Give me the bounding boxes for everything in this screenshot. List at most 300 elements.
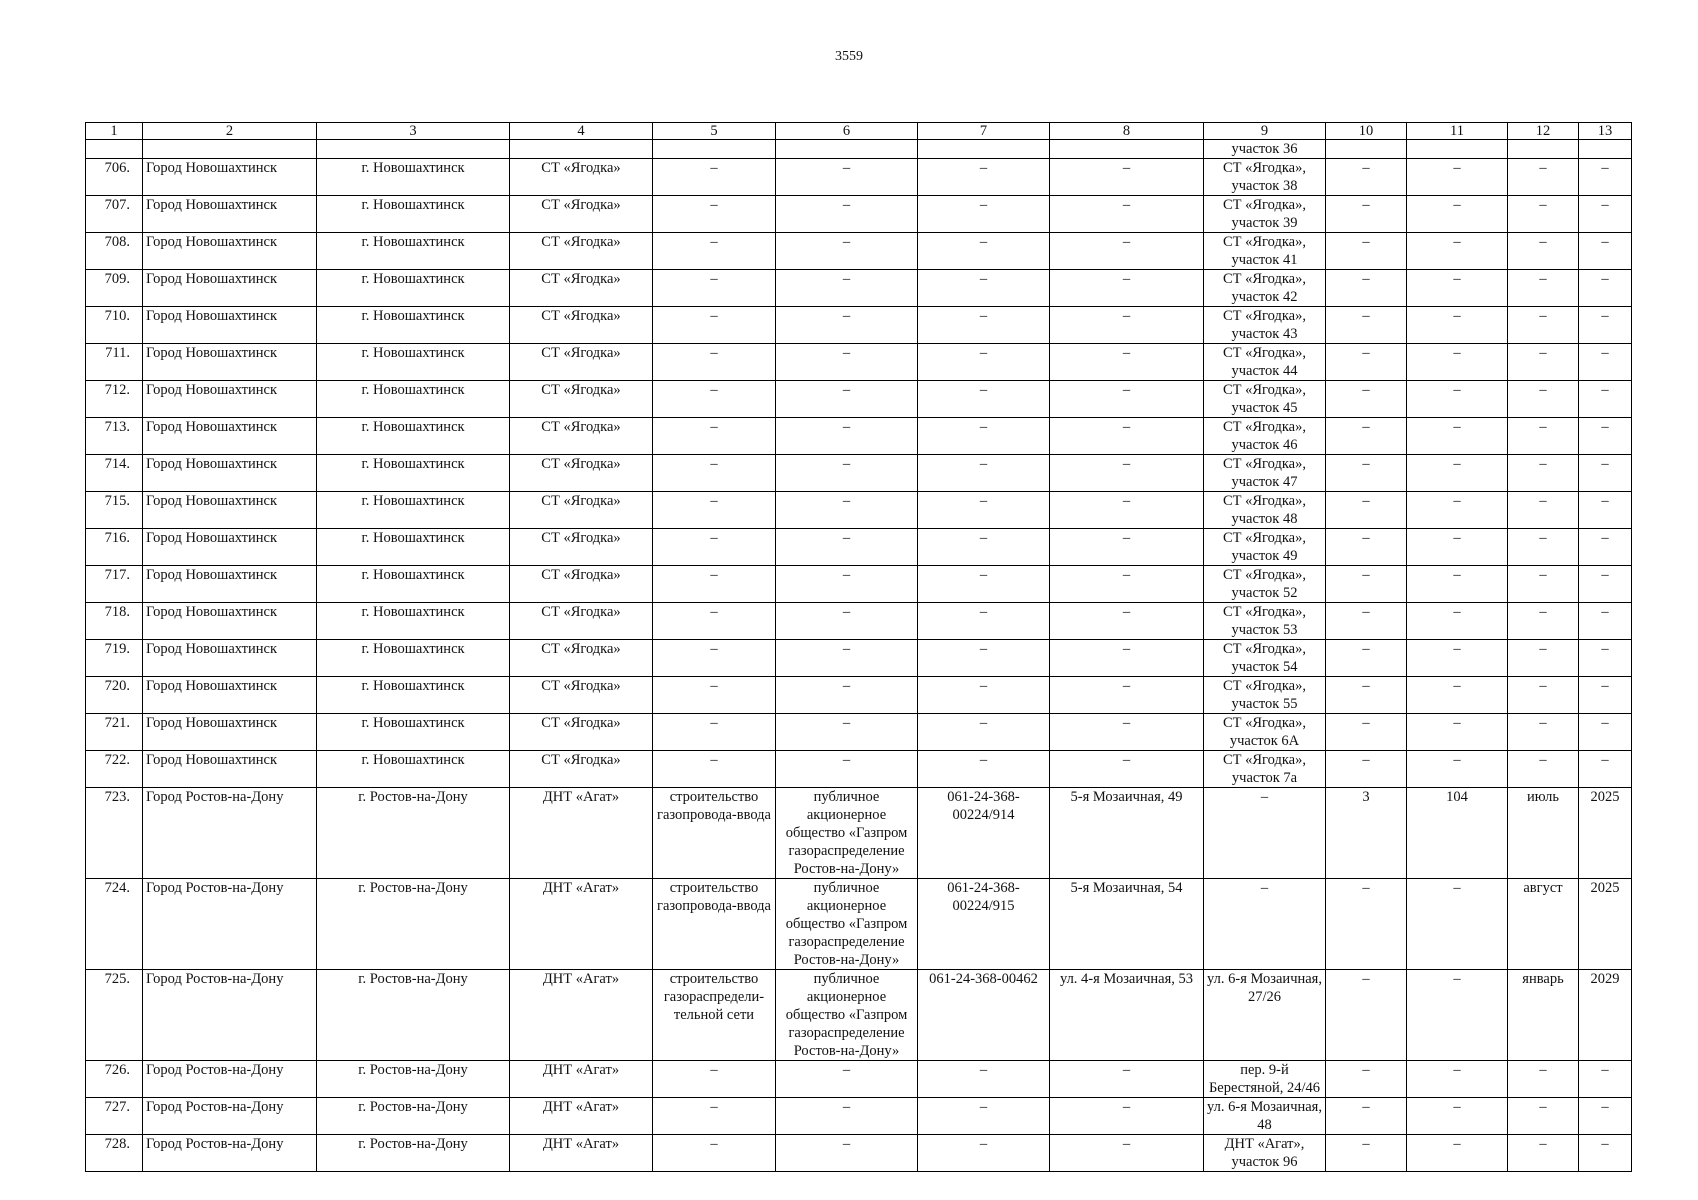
table-row <box>86 788 1632 879</box>
year-cell: 2029 <box>1579 970 1632 1061</box>
year-cell: – <box>1579 640 1632 677</box>
municipality-cell: Город Новошахтинск <box>143 529 317 566</box>
value-10-cell: – <box>1326 270 1407 307</box>
association-cell: ДНТ «Агат» <box>510 1098 653 1135</box>
row-number-cell: 709. <box>86 270 143 307</box>
location-cell: СТ «Ягодка», участок 6А <box>1204 714 1326 751</box>
contract-number-cell: – <box>918 492 1050 529</box>
municipality-cell: Город Новошахтинск <box>143 640 317 677</box>
value-11-cell: – <box>1407 566 1508 603</box>
value-11-cell: – <box>1407 381 1508 418</box>
association-cell: СТ «Ягодка» <box>510 714 653 751</box>
contract-number-cell: – <box>918 1061 1050 1098</box>
organization-cell: – <box>776 529 918 566</box>
month-cell: – <box>1508 418 1579 455</box>
table-row <box>86 1061 1632 1098</box>
month-cell: – <box>1508 1098 1579 1135</box>
year-cell: – <box>1579 344 1632 381</box>
value-11-cell: – <box>1407 196 1508 233</box>
address-cell: – <box>1050 492 1204 529</box>
location-cell: СТ «Ягодка», участок 53 <box>1204 603 1326 640</box>
table-row <box>86 970 1632 1061</box>
settlement-cell: г. Новошахтинск <box>317 714 510 751</box>
organization-cell: – <box>776 677 918 714</box>
organization-cell: публичное акционерное общество «Газпром газораспределение Ростов-на-Дону» <box>776 788 918 879</box>
settlement-cell: г. Ростов-на-Дону <box>317 1061 510 1098</box>
value-10-cell: – <box>1326 1098 1407 1135</box>
value-10-cell: – <box>1326 714 1407 751</box>
year-cell: – <box>1579 751 1632 788</box>
month-cell: январь <box>1508 970 1579 1061</box>
header-cell: 10 <box>1326 123 1407 140</box>
address-cell: – <box>1050 640 1204 677</box>
contract-number-cell: – <box>918 714 1050 751</box>
year-cell: – <box>1579 196 1632 233</box>
table-row <box>86 1098 1632 1135</box>
row-number-cell: 728. <box>86 1135 143 1172</box>
year-cell: 2025 <box>1579 788 1632 879</box>
value-11-cell: – <box>1407 1098 1508 1135</box>
month-cell: – <box>1508 1061 1579 1098</box>
value-10-cell: – <box>1326 492 1407 529</box>
location-cell: ДНТ «Агат», участок 96 <box>1204 1135 1326 1172</box>
association-cell: СТ «Ягодка» <box>510 381 653 418</box>
settlement-cell: г. Новошахтинск <box>317 677 510 714</box>
row-number-cell: 724. <box>86 879 143 970</box>
year-cell: – <box>1579 381 1632 418</box>
address-cell: 5-я Мозаичная, 49 <box>1050 788 1204 879</box>
contract-number-cell: – <box>918 159 1050 196</box>
month-cell: – <box>1508 603 1579 640</box>
municipality-cell: Город Новошахтинск <box>143 751 317 788</box>
contract-number-cell: – <box>918 677 1050 714</box>
month-cell: – <box>1508 677 1579 714</box>
location-cell: СТ «Ягодка», участок 43 <box>1204 307 1326 344</box>
location-cell: СТ «Ягодка», участок 45 <box>1204 381 1326 418</box>
work-type-cell: – <box>653 1135 776 1172</box>
work-type-cell: – <box>653 566 776 603</box>
row-number-cell: 720. <box>86 677 143 714</box>
contract-number-cell: – <box>918 640 1050 677</box>
contract-number-cell: – <box>918 751 1050 788</box>
municipality-cell: Город Ростов-на-Дону <box>143 1098 317 1135</box>
work-type-cell: – <box>653 381 776 418</box>
value-11-cell: – <box>1407 1061 1508 1098</box>
value-10-cell: – <box>1326 879 1407 970</box>
continuation-cell <box>143 140 317 159</box>
table-row <box>86 233 1632 270</box>
table-row <box>86 455 1632 492</box>
work-type-cell: – <box>653 751 776 788</box>
settlement-cell: г. Новошахтинск <box>317 492 510 529</box>
value-11-cell: – <box>1407 603 1508 640</box>
address-cell: – <box>1050 344 1204 381</box>
value-10-cell: – <box>1326 344 1407 381</box>
continuation-cell <box>653 140 776 159</box>
continuation-cell <box>317 140 510 159</box>
value-11-cell: – <box>1407 233 1508 270</box>
address-cell: – <box>1050 1098 1204 1135</box>
location-cell: СТ «Ягодка», участок 47 <box>1204 455 1326 492</box>
organization-cell: – <box>776 1098 918 1135</box>
association-cell: СТ «Ягодка» <box>510 529 653 566</box>
work-type-cell: – <box>653 270 776 307</box>
contract-number-cell: 061-24-368-00462 <box>918 970 1050 1061</box>
header-cell: 12 <box>1508 123 1579 140</box>
work-type-cell: – <box>653 714 776 751</box>
row-number-cell: 710. <box>86 307 143 344</box>
contract-number-cell: 061-24-368-00224/915 <box>918 879 1050 970</box>
organization-cell: – <box>776 603 918 640</box>
contract-number-cell: – <box>918 455 1050 492</box>
association-cell: СТ «Ягодка» <box>510 233 653 270</box>
value-11-cell: – <box>1407 492 1508 529</box>
municipality-cell: Город Новошахтинск <box>143 381 317 418</box>
value-10-cell: – <box>1326 640 1407 677</box>
value-10-cell: – <box>1326 196 1407 233</box>
organization-cell: – <box>776 751 918 788</box>
value-10-cell: – <box>1326 751 1407 788</box>
value-10-cell: – <box>1326 455 1407 492</box>
table-row <box>86 529 1632 566</box>
work-type-cell: – <box>653 529 776 566</box>
value-11-cell: – <box>1407 879 1508 970</box>
value-11-cell: – <box>1407 714 1508 751</box>
settlement-cell: г. Новошахтинск <box>317 344 510 381</box>
row-number-cell: 714. <box>86 455 143 492</box>
table-row <box>86 751 1632 788</box>
continuation-row <box>86 140 1632 159</box>
value-11-cell: – <box>1407 529 1508 566</box>
table-row <box>86 196 1632 233</box>
address-cell: – <box>1050 233 1204 270</box>
organization-cell: – <box>776 640 918 677</box>
continuation-cell <box>1326 140 1407 159</box>
row-number-cell: 718. <box>86 603 143 640</box>
association-cell: СТ «Ягодка» <box>510 677 653 714</box>
municipality-cell: Город Новошахтинск <box>143 677 317 714</box>
work-type-cell: – <box>653 455 776 492</box>
month-cell: – <box>1508 270 1579 307</box>
organization-cell: – <box>776 344 918 381</box>
row-number-cell: 727. <box>86 1098 143 1135</box>
year-cell: 2025 <box>1579 879 1632 970</box>
value-10-cell: – <box>1326 566 1407 603</box>
row-number-cell: 719. <box>86 640 143 677</box>
organization-cell: – <box>776 233 918 270</box>
row-number-cell: 723. <box>86 788 143 879</box>
header-cell: 9 <box>1204 123 1326 140</box>
row-number-cell: 706. <box>86 159 143 196</box>
month-cell: – <box>1508 492 1579 529</box>
address-cell: – <box>1050 159 1204 196</box>
association-cell: СТ «Ягодка» <box>510 418 653 455</box>
settlement-cell: г. Новошахтинск <box>317 381 510 418</box>
row-number-cell: 708. <box>86 233 143 270</box>
month-cell: – <box>1508 529 1579 566</box>
header-cell: 1 <box>86 123 143 140</box>
address-cell: – <box>1050 270 1204 307</box>
work-type-cell: – <box>653 307 776 344</box>
continuation-cell <box>1508 140 1579 159</box>
address-cell: – <box>1050 196 1204 233</box>
row-number-cell: 725. <box>86 970 143 1061</box>
location-cell: СТ «Ягодка», участок 44 <box>1204 344 1326 381</box>
header-cell: 6 <box>776 123 918 140</box>
month-cell: – <box>1508 714 1579 751</box>
value-11-cell: – <box>1407 270 1508 307</box>
table-row <box>86 270 1632 307</box>
header-cell: 2 <box>143 123 317 140</box>
settlement-cell: г. Новошахтинск <box>317 233 510 270</box>
table-body <box>86 123 1632 1172</box>
table-row <box>86 418 1632 455</box>
work-type-cell: – <box>653 1061 776 1098</box>
value-10-cell: – <box>1326 1135 1407 1172</box>
municipality-cell: Город Ростов-на-Дону <box>143 970 317 1061</box>
month-cell: – <box>1508 455 1579 492</box>
location-cell: СТ «Ягодка», участок 55 <box>1204 677 1326 714</box>
continuation-cell <box>510 140 653 159</box>
settlement-cell: г. Ростов-на-Дону <box>317 1135 510 1172</box>
settlement-cell: г. Новошахтинск <box>317 566 510 603</box>
continuation-cell <box>918 140 1050 159</box>
work-type-cell: – <box>653 344 776 381</box>
address-cell: – <box>1050 529 1204 566</box>
association-cell: СТ «Ягодка» <box>510 751 653 788</box>
work-type-cell: – <box>653 233 776 270</box>
column-number-row <box>86 123 1632 140</box>
header-cell: 13 <box>1579 123 1632 140</box>
table-row <box>86 640 1632 677</box>
table-row <box>86 381 1632 418</box>
work-type-cell: – <box>653 640 776 677</box>
work-type-cell: строительство газораспредели-тельной сети <box>653 970 776 1061</box>
month-cell: – <box>1508 1135 1579 1172</box>
settlement-cell: г. Новошахтинск <box>317 529 510 566</box>
association-cell: СТ «Ягодка» <box>510 159 653 196</box>
table-row <box>86 1135 1632 1172</box>
municipality-cell: Город Ростов-на-Дону <box>143 1061 317 1098</box>
work-type-cell: – <box>653 418 776 455</box>
municipality-cell: Город Новошахтинск <box>143 492 317 529</box>
work-type-cell: – <box>653 1098 776 1135</box>
association-cell: СТ «Ягодка» <box>510 196 653 233</box>
settlement-cell: г. Ростов-на-Дону <box>317 788 510 879</box>
value-10-cell: – <box>1326 603 1407 640</box>
year-cell: – <box>1579 603 1632 640</box>
year-cell: – <box>1579 418 1632 455</box>
location-cell: – <box>1204 788 1326 879</box>
settlement-cell: г. Ростов-на-Дону <box>317 1098 510 1135</box>
year-cell: – <box>1579 159 1632 196</box>
continuation-cell <box>1050 140 1204 159</box>
settlement-cell: г. Новошахтинск <box>317 159 510 196</box>
value-10-cell: – <box>1326 677 1407 714</box>
work-type-cell: – <box>653 159 776 196</box>
location-cell: ул. 6-я Мозаичная, 27/26 <box>1204 970 1326 1061</box>
value-10-cell: 3 <box>1326 788 1407 879</box>
month-cell: – <box>1508 307 1579 344</box>
value-11-cell: – <box>1407 1135 1508 1172</box>
work-type-cell: – <box>653 196 776 233</box>
year-cell: – <box>1579 677 1632 714</box>
table-row <box>86 879 1632 970</box>
month-cell: – <box>1508 566 1579 603</box>
row-number-cell: 717. <box>86 566 143 603</box>
row-number-cell: 726. <box>86 1061 143 1098</box>
location-cell: СТ «Ягодка», участок 49 <box>1204 529 1326 566</box>
address-cell: – <box>1050 1135 1204 1172</box>
organization-cell: – <box>776 455 918 492</box>
value-10-cell: – <box>1326 418 1407 455</box>
continuation-cell <box>776 140 918 159</box>
association-cell: ДНТ «Агат» <box>510 970 653 1061</box>
year-cell: – <box>1579 1061 1632 1098</box>
value-11-cell: – <box>1407 640 1508 677</box>
row-number-cell: 711. <box>86 344 143 381</box>
row-number-cell: 721. <box>86 714 143 751</box>
row-number-cell: 722. <box>86 751 143 788</box>
month-cell: – <box>1508 381 1579 418</box>
address-cell: – <box>1050 566 1204 603</box>
contract-number-cell: – <box>918 196 1050 233</box>
organization-cell: – <box>776 418 918 455</box>
table-row <box>86 344 1632 381</box>
year-cell: – <box>1579 307 1632 344</box>
value-11-cell: – <box>1407 307 1508 344</box>
contract-number-cell: – <box>918 270 1050 307</box>
contract-number-cell: – <box>918 529 1050 566</box>
continuation-cell <box>1579 140 1632 159</box>
municipality-cell: Город Новошахтинск <box>143 455 317 492</box>
organization-cell: – <box>776 566 918 603</box>
municipality-cell: Город Новошахтинск <box>143 233 317 270</box>
month-cell: – <box>1508 640 1579 677</box>
year-cell: – <box>1579 714 1632 751</box>
value-11-cell: – <box>1407 159 1508 196</box>
organization-cell: – <box>776 270 918 307</box>
municipality-cell: Город Новошахтинск <box>143 307 317 344</box>
value-10-cell: – <box>1326 529 1407 566</box>
municipality-cell: Город Новошахтинск <box>143 714 317 751</box>
table-row <box>86 492 1632 529</box>
settlement-cell: г. Новошахтинск <box>317 640 510 677</box>
year-cell: – <box>1579 1098 1632 1135</box>
location-cell: СТ «Ягодка», участок 41 <box>1204 233 1326 270</box>
year-cell: – <box>1579 455 1632 492</box>
location-cell: ул. 6-я Мозаичная, 48 <box>1204 1098 1326 1135</box>
value-11-cell: – <box>1407 344 1508 381</box>
year-cell: – <box>1579 233 1632 270</box>
association-cell: СТ «Ягодка» <box>510 307 653 344</box>
organization-cell: – <box>776 159 918 196</box>
value-11-cell: – <box>1407 751 1508 788</box>
header-cell: 7 <box>918 123 1050 140</box>
organization-cell: – <box>776 381 918 418</box>
location-cell: пер. 9-й Берестяной, 24/46 <box>1204 1061 1326 1098</box>
header-cell: 4 <box>510 123 653 140</box>
organization-cell: публичное акционерное общество «Газпром газораспределение Ростов-на-Дону» <box>776 970 918 1061</box>
settlement-cell: г. Новошахтинск <box>317 418 510 455</box>
address-cell: – <box>1050 603 1204 640</box>
contract-number-cell: – <box>918 1135 1050 1172</box>
municipality-cell: Город Новошахтинск <box>143 418 317 455</box>
organization-cell: – <box>776 1135 918 1172</box>
value-11-cell: – <box>1407 970 1508 1061</box>
location-cell: СТ «Ягодка», участок 42 <box>1204 270 1326 307</box>
municipality-cell: Город Новошахтинск <box>143 566 317 603</box>
municipality-cell: Город Новошахтинск <box>143 196 317 233</box>
settlement-cell: г. Новошахтинск <box>317 751 510 788</box>
association-cell: СТ «Ягодка» <box>510 640 653 677</box>
header-cell: 11 <box>1407 123 1508 140</box>
row-number-cell: 712. <box>86 381 143 418</box>
contract-number-cell: – <box>918 344 1050 381</box>
row-number-cell: 715. <box>86 492 143 529</box>
association-cell: ДНТ «Агат» <box>510 788 653 879</box>
settlement-cell: г. Новошахтинск <box>317 455 510 492</box>
contract-number-cell: – <box>918 233 1050 270</box>
month-cell: август <box>1508 879 1579 970</box>
association-cell: СТ «Ягодка» <box>510 455 653 492</box>
value-10-cell: – <box>1326 159 1407 196</box>
year-cell: – <box>1579 529 1632 566</box>
value-11-cell: – <box>1407 677 1508 714</box>
location-cell: СТ «Ягодка», участок 38 <box>1204 159 1326 196</box>
association-cell: СТ «Ягодка» <box>510 344 653 381</box>
organization-cell: публичное акционерное общество «Газпром газораспределение Ростов-на-Дону» <box>776 879 918 970</box>
municipality-cell: Город Ростов-на-Дону <box>143 788 317 879</box>
municipality-cell: Город Ростов-на-Дону <box>143 879 317 970</box>
year-cell: – <box>1579 492 1632 529</box>
organization-cell: – <box>776 714 918 751</box>
location-cell: СТ «Ягодка», участок 48 <box>1204 492 1326 529</box>
settlement-cell: г. Ростов-на-Дону <box>317 879 510 970</box>
work-type-cell: – <box>653 492 776 529</box>
municipality-cell: Город Новошахтинск <box>143 603 317 640</box>
row-number-cell: 707. <box>86 196 143 233</box>
contract-number-cell: – <box>918 566 1050 603</box>
value-10-cell: – <box>1326 970 1407 1061</box>
association-cell: ДНТ «Агат» <box>510 879 653 970</box>
municipality-cell: Город Ростов-на-Дону <box>143 1135 317 1172</box>
address-cell: – <box>1050 418 1204 455</box>
value-10-cell: – <box>1326 307 1407 344</box>
month-cell: – <box>1508 751 1579 788</box>
continuation-cell <box>86 140 143 159</box>
organization-cell: – <box>776 196 918 233</box>
year-cell: – <box>1579 566 1632 603</box>
value-10-cell: – <box>1326 381 1407 418</box>
table-row <box>86 566 1632 603</box>
municipality-cell: Город Новошахтинск <box>143 159 317 196</box>
association-cell: СТ «Ягодка» <box>510 270 653 307</box>
table-row <box>86 677 1632 714</box>
settlement-cell: г. Новошахтинск <box>317 270 510 307</box>
settlement-cell: г. Новошахтинск <box>317 307 510 344</box>
table-row <box>86 714 1632 751</box>
location-cell: СТ «Ягодка», участок 39 <box>1204 196 1326 233</box>
work-type-cell: строительство газопровода-ввода <box>653 879 776 970</box>
month-cell: – <box>1508 233 1579 270</box>
month-cell: – <box>1508 196 1579 233</box>
organization-cell: – <box>776 1061 918 1098</box>
header-cell: 3 <box>317 123 510 140</box>
association-cell: ДНТ «Агат» <box>510 1135 653 1172</box>
month-cell: – <box>1508 344 1579 381</box>
association-cell: СТ «Ягодка» <box>510 566 653 603</box>
